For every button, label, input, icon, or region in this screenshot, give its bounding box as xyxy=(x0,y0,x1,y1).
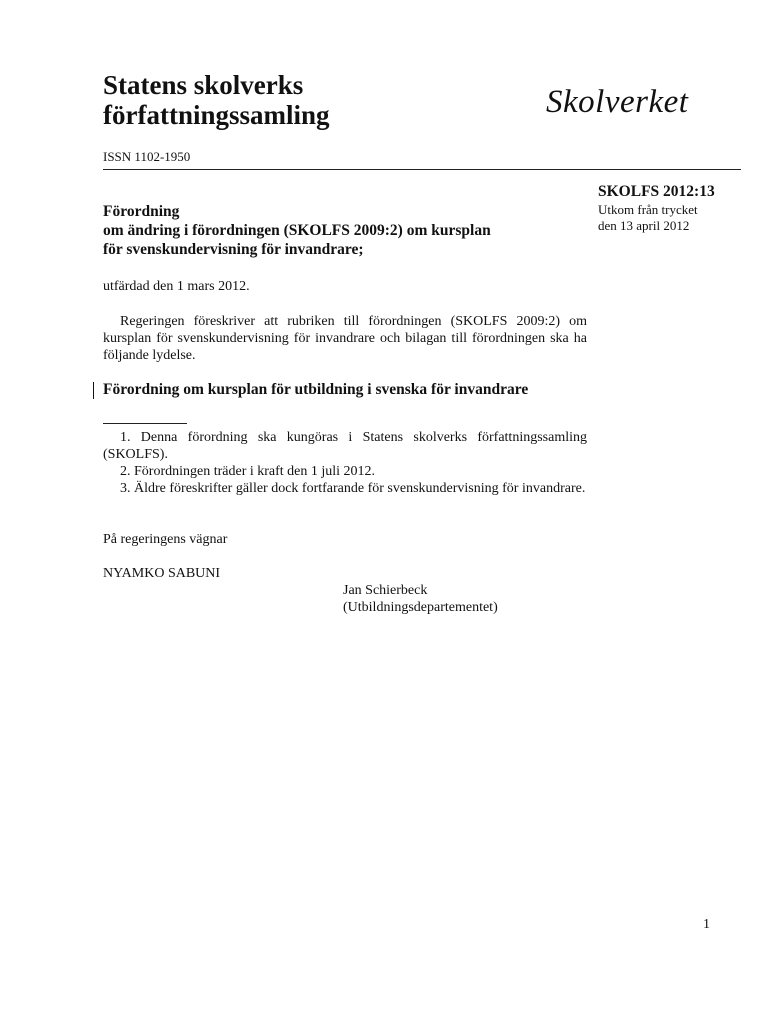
body-paragraph: Regeringen föreskriver att rubriken till förordningen (SKOLFS 2009:2) om kursplan för svenskundervisning för invandrare och bilagan till förordningen ska ha följande lydelse. xyxy=(103,314,587,363)
page-number: 1 xyxy=(703,917,710,932)
new-ordinance-title: Förordning om kursplan för utbildning i svenska för invandrare xyxy=(103,381,529,398)
skolverket-logo: Skolverket xyxy=(546,84,689,120)
change-marker xyxy=(93,382,94,399)
footnote-divider xyxy=(103,423,187,424)
publication-note-line1: Utkom från trycket xyxy=(598,202,698,217)
series-title-line2: författningssamling xyxy=(103,100,330,130)
series-title xyxy=(103,70,330,130)
issued-date: utfärdad den 1 mars 2012. xyxy=(103,279,250,294)
minister-name: NYAMKO SABUNI xyxy=(103,566,221,581)
official-name: Jan Schierbeck xyxy=(343,583,428,598)
footnote-2: 2. Förordningen träder i kraft den 1 juli 2012. xyxy=(120,464,376,479)
closing-phrase: På regeringens vägnar xyxy=(103,532,228,547)
official-department: (Utbildningsdepartementet) xyxy=(343,600,498,615)
heading-line2: om ändring i förordningen (SKOLFS 2009:2) om kursplan xyxy=(103,222,491,239)
footnote-3: 3. Äldre föreskrifter gäller dock fortfarande för svenskundervisning för invandrare. xyxy=(120,481,586,496)
series-title-line1: Statens skolverks xyxy=(103,70,304,100)
publication-note-line2: den 13 april 2012 xyxy=(598,218,690,233)
document-number: SKOLFS 2012:13 xyxy=(598,183,715,200)
footnotes xyxy=(103,429,587,497)
header-divider xyxy=(103,169,741,170)
document-heading xyxy=(103,202,589,259)
heading-line3: för svenskundervisning för invandrare; xyxy=(103,241,364,258)
footnote-1: 1. Denna förordning ska kungöras i Statens skolverks författningssamling (SKOLFS). xyxy=(103,430,587,462)
heading-line1: Förordning xyxy=(103,203,180,220)
issn-number: ISSN 1102-1950 xyxy=(103,149,191,164)
